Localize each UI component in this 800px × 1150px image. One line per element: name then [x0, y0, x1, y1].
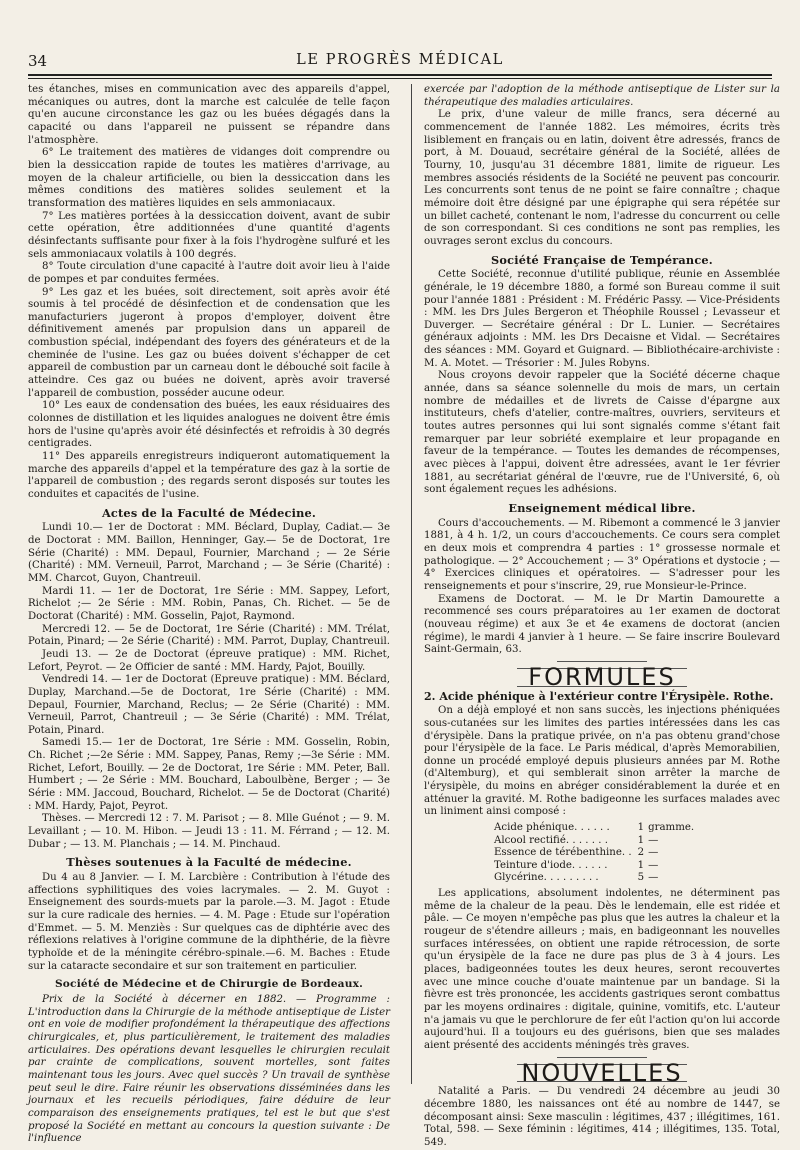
recipe-unit: — — [648, 847, 659, 859]
schedule-entry: Lundi 10.— 1er de Doctorat : MM. Béclard, Duplay, Cadiat.— 3e de Doctorat : MM. Baillon, Henninger, Gay.— 5e de Doctorat, 1re Série (Charité) : MM. Depaul, Fournier, Marchand ; — 2e Série (Charité) : MM. Verneuil, Parrot, Marchand ; — 3e Série (Charité) : MM. Charcot, Guyon, Chantreuil. — [28, 522, 390, 584]
recipe-qty: 5 — [637, 872, 645, 884]
recipe-row — [494, 822, 700, 835]
paragraph: 10° Les eaux de condensation des buées, les eaux résiduaires des colonnes de distillation et les liquides analogues ne doivent être émis hors de l'usine qu'après avoir été désinfectés et refroidis à 30 degrés centigrades. — [28, 400, 390, 450]
paragraph: 9° Les gaz et les buées, soit directement, soit après avoir été soumis à tel procédé de désinfection et de condensation que les manufacturiers jugeront à propos d'employer, doivent être définitivement amenés par propulsion dans un appareil de combustion spécial, indépendant des foyers des générateurs et de la cheminée de l'usine. Les gaz ou buées doivent s'échapper de cet appareil de combustion par un carneau dont le débouché soit facile à atteindre. Ces gaz ou buées ne doivent, après avoir traversé l'appareil de combustion, posséder aucune odeur. — [28, 286, 390, 399]
recipe-row — [494, 860, 700, 873]
ornament-divider — [557, 661, 647, 662]
recipe-item: Essence de térébenthine. . — [494, 847, 632, 859]
schedule-entry: Vendredi 14. — 1er de Doctorat (Epreuve pratique) : MM. Béclard, Duplay, Marchand.—5e de Doctorat, 1re Série (Charité) : MM. Depaul, Fournier, Marchand, Reclus; — 2e Série (Charité) : MM. Verneuil, Parrot, Chantreuil ; — 3e Série (Charité) : MM. Trélat, Potain, Pinard. — [28, 674, 390, 736]
paragraph: On a déjà employé et non sans succès, les injections phéniquées sous-cutanées sur les limites des parties intéressées dans les cas d'érysipèle. Dans la pratique privée, on n'a pas obtenu grand'chose pour l'érysipèle de la face. Le Paris médical, d'après Memorabilien, donne un procédé employé depuis plusieurs années par M. Rothe (d'Altemburg), et qui semblerait sinon arrêter la marche de l'érysipèle, du moins en abréger considérablement la durée et en atténuer la gravité. M. Rothe badigeonne les surfaces malades avec un liniment ainsi composé : — [424, 705, 780, 818]
recipe-item: Alcool rectifié. . . . . . . — [494, 834, 608, 846]
header-rule — [28, 74, 772, 76]
section-heading-temperance: Société Française de Tempérance. — [491, 252, 713, 267]
right-column — [424, 84, 780, 1150]
page-header — [28, 52, 772, 74]
header-rule-thin — [28, 78, 772, 79]
recipe-unit: — — [648, 872, 659, 884]
paragraph: exercée par l'adoption de la méthode antiseptique de Lister sur la thérapeutique des maladies articulaires. — [424, 84, 780, 108]
paragraph: tes étanches, mises en communication avec des appareils d'appel, mécaniques ou autres, dont la marche est calculée de telle façon qu'en aucune circonstance les gaz ou les buées dégagés dans la capacité ou dans l'appareil ne puissent se répandre dans l'atmosphère. — [28, 84, 390, 146]
schedule-entry: Jeudi 13. — 2e de Doctorat (épreuve pratique) : MM. Richet, Lefort, Peyrot. — 2e Officier de santé : MM. Hardy, Pajot, Bouilly. — [28, 648, 390, 673]
formula-title: 2. Acide phénique à l'extérieur contre l'Érysipèle. Rothe. — [424, 689, 774, 703]
recipe-qty: 1 — [637, 859, 645, 871]
recipe-unit: — — [648, 834, 659, 846]
recipe-item: Acide phénique. . . . . . — [494, 822, 610, 834]
page-number: 34 — [28, 52, 48, 70]
left-column — [28, 84, 390, 1146]
paragraph: 6° Le traitement des matières de vidanges doit comprendre ou bien la dessiccation rapide de toutes les matières d'arrivage, au moyen de la chaleur artificielle, ou bien la dessiccation dans les mêmes conditions des matières solides seulement et la transformation des matières liquides en sels ammoniacaux. — [28, 147, 390, 209]
ornament-divider — [557, 1057, 647, 1058]
paragraph: 8° Toute circulation d'une capacité à l'autre doit avoir lieu à l'aide de pompes et par conduites fermées. — [28, 261, 390, 285]
section-heading-bordeaux: Société de Médecine et de Chirurgie de Bordeaux. — [54, 978, 364, 991]
journal-title: LE PROGRÈS MÉDICAL — [296, 52, 504, 68]
recipe-unit: gramme. — [648, 822, 695, 834]
paragraph: Du 4 au 8 Janvier. — I. M. Larcbière : Contribution à l'étude des affections syphilitiques des voies lacrymales. — 2. M. Guyot : Enseignement des sourds-muets par la parole.—3. M. Jagot : Etude sur la cure radicale des hernies. — 4. M. Page : Etude sur l'opération d'Emmet. — 5. M. Menziès : Sur quelques cas de diphtérie avec des réflexions relatives à l'origine commune de la diphthérie, de la fièvre typhoïde et de la méningite cérébro-spinale.—6. M. Baches : Etude sur la cataracte secondaire et sur son traitement en particulier. — [28, 872, 390, 972]
paragraph: Prix de la Société à décerner en 1882. — Programme : L'introduction dans la Chirurgie de la méthode antiseptique de Lister ont en voie de modifier profondément la thérapeutique des affections chirurgicales, et, plus particulièrement, le traitement des maladies articulaires. Des opérations devant lesquelles le chirurgien reculait par crainte de complications, souvent mortelles, sont faites maintenant tous les jours. Avec quel succès ? Un travail de synthèse peut seul le dire. Faire réunir les observations disséminées dans les journaux et les recueils périodiques, faire déduire de leur comparaison des enseignements pratiques, tel est le but que s'est proposé la Société en mettant au concours la question suivante : De l'influence — [28, 993, 390, 1145]
section-heading-actes: Actes de la Faculté de Médecine. — [101, 505, 317, 520]
formules-heading: FORMULES — [517, 668, 687, 687]
schedule-entry: Thèses. — Mercredi 12 : 7. M. Parisot ; — 8. Mlle Guénot ; — 9. M. Levaillant ; — 10. M. Hibon. — Jeudi 13 : 11. M. Férrand ; — 12. M. Dubar ; — 13. M. Planchais ; — 14. M. Pinchaud. — [28, 813, 390, 850]
paragraph: Examens de Doctorat. — M. le Dr Martin Damourette a recommencé ses cours préparatoires au 1er examen de doctorat (nouveau régime) et aux 3e et 4e examens de doctorat (ancien régime), le mardi 4 janvier à 1 heure. — Se faire inscrire Boulevard Saint-Germain, 63. — [424, 593, 780, 656]
section-heading-enseignement: Enseignement médical libre. — [508, 501, 696, 515]
column-divider — [411, 84, 412, 1084]
paragraph: 11° Des appareils enregistreurs indiqueront automatiquement la marche des appareils d'appel et la température des gaz à la sortie de l'appareil de combustion ; des regards seront disposés sur toutes les conduites et capacités de l'usine. — [28, 451, 390, 500]
recipe-row — [494, 872, 700, 885]
schedule-entry: Samedi 15.— 1er de Doctorat, 1re Série : MM. Gosselin, Robin, Ch. Richet ;—2e Série : MM. Sappey, Panas, Remy ;—3e Série : MM. Richet, Lefort, Bouilly. — 2e de Doctorat, 1re Série : MM. Peter, Ball. Humbert ; — 2e Série : MM. Bouchard, Laboulbène, Berger ; — 3e Série : MM. Jaccoud, Bouchard, Richelot. — 5e de Doctorat (Charité) : MM. Hardy, Pajot, Peyrot. — [28, 737, 390, 812]
paragraph: Cette Société, reconnue d'utilité publique, réunie en Assemblée générale, le 19 décembre 1880, a formé son Bureau comme il suit pour l'année 1881 : Président : M. Frédéric Passy. — Vice-Présidents : MM. les Drs Jules Bergeron et Théophile Roussel ; Levasseur et Duverger. — Secrétaire général : Dr L. Lunier. — Secrétaires généraux adjoints : MM. les Drs Decaisne et Vidal. — Secrétaires des séances : MM. Goyard et Guignard. — Bibliothécaire-archiviste : M. A. Motet. — Trésorier : M. Jules Robyns. — [424, 269, 780, 369]
schedule-entry: Mardi 11. — 1er de Doctorat, 1re Série : MM. Sappey, Lefort, Richelot ;— 2e Série : MM. Robin, Panas, Ch. Richet. — 5e de Doctorat (Charité) : MM. Gosselin, Pajot, Raymond. — [28, 585, 390, 622]
paragraph: Le prix, d'une valeur de mille francs, sera décerné au commencement de l'année 1882. Les mémoires, écrits très lisiblement en français ou en latin, doivent être adressés, francs de port, à M. Douaud, secrétaire général de la Société, allées de Tourny, 10, jusqu'au 31 décembre 1881, limite de rigueur. Les membres associés résidents de la Société ne peuvent pas concourir. Les concurrents sont tenus de ne point se faire connaître ; chaque mémoire doit être désigné par une épigraphe qui sera répétée sur un billet cacheté, contenant le nom, l'adresse du concurrent ou celle de son correspondant. Si ces conditions ne sont pas remplies, les ouvrages seront exclus du concours. — [424, 109, 780, 247]
paragraph: Nous croyons devoir rappeler que la Société décerne chaque année, dans sa séance solennelle du mois de mars, un certain nombre de médailles et de livrets de Caisse d'épargne aux instituteurs, chefs d'atelier, contre-maîtres, ouvriers, serviteurs et toutes autres personnes qui lui sont signalés comme s'étant fait remarquer par leur sobriété exemplaire et leur propagande en faveur de la tempérance. — Toutes les demandes de récompenses, avec pièces à l'appui, doivent être adressées, avant le 1er février 1881, au secrétariat général de l'œuvre, rue de l'Université, 6, où sont également reçues les adhésions. — [424, 370, 780, 496]
recipe-unit: — — [648, 859, 659, 871]
recipe-qty: 2 — [637, 847, 645, 859]
recipe-row — [494, 835, 700, 848]
schedule-entry: Mercredi 12. — 5e de Doctorat, 1re Série (Charité) : MM. Trélat, Potain, Pinard; — 2e Série (Charité) : MM. Parrot, Duplay, Chantreuil. — [28, 623, 390, 648]
nouvelles-heading: NOUVELLES — [517, 1064, 687, 1083]
recipe-qty: 1 — [637, 822, 645, 834]
section-heading-theses: Thèses soutenues à la Faculté de médecine. — [66, 855, 352, 870]
paragraph: 7° Les matières portées à la dessiccation doivent, avant de subir cette opération, être additionnées d'une quantité d'agents désinfectants suffisante pour fixer à la fois l'hydrogène sulfuré et les sels ammoniacaux volatils à 100 degrés. — [28, 210, 390, 260]
paragraph: Natalité a Paris. — Du vendredi 24 décembre au jeudi 30 décembre 1880, les naissances ont été au nombre de 1447, se décomposant ainsi: Sexe masculin : légitimes, 437 ; illégitimes, 161. Total, 598. — Sexe féminin : légitimes, 414 ; illégitimes, 135. Total, 549. — [424, 1086, 780, 1148]
paragraph: Les applications, absolument indolentes, ne déterminent pas même de la chaleur de la peau. Dès le lendemain, elle est ridée et pâle. — Ce moyen n'empêche pas plus que les autres la chaleur et la rougeur de s'étendre ailleurs ; mais, en badigeonnant les nouvelles surfaces intéressées, on obtient une rapide rétrocession, de sorte qu'un érysipèle de la face ne dure pas plus de 3 à 4 jours. Les places, badigeonnées toutes les deux heures, seront recouvertes avec une mince couche d'ouate maintenue par un bandage. Si la fièvre est très prononcée, les accidents gastriques seront combattus par les moyens ordinaires : digitale, quinine, vomitifs, etc. L'auteur n'a jamais vu que le perchlorure de fer eût l'action qu'on lui accorde aujourd'hui. Il a toujours eu des guérisons, bien que ses malades aient présenté des accidents méningés très graves. — [424, 888, 780, 1051]
recipe-qty: 1 — [637, 834, 645, 846]
recipe-item: Teinture d'iode. . . . . . — [494, 859, 608, 871]
paragraph: Cours d'accouchements. — M. Ribemont a commencé le 3 janvier 1881, à 4 h. 1/2, un cours d'accouchements. Ce cours sera complet en deux mois et comprendra 4 parties : 1° grossesse normale et pathologique. — 2° Accouchement ; — 3° Opérations et dystocie ; — 4° Exercices cliniques et opératoires. — S'adresser pour les renseignements et pour s'inscrire, 29, rue Monsieur-le-Prince. — [424, 517, 780, 592]
recipe-table — [494, 822, 700, 885]
recipe-row — [494, 847, 700, 860]
recipe-item: Glycérine. . . . . . . . . — [494, 872, 599, 884]
